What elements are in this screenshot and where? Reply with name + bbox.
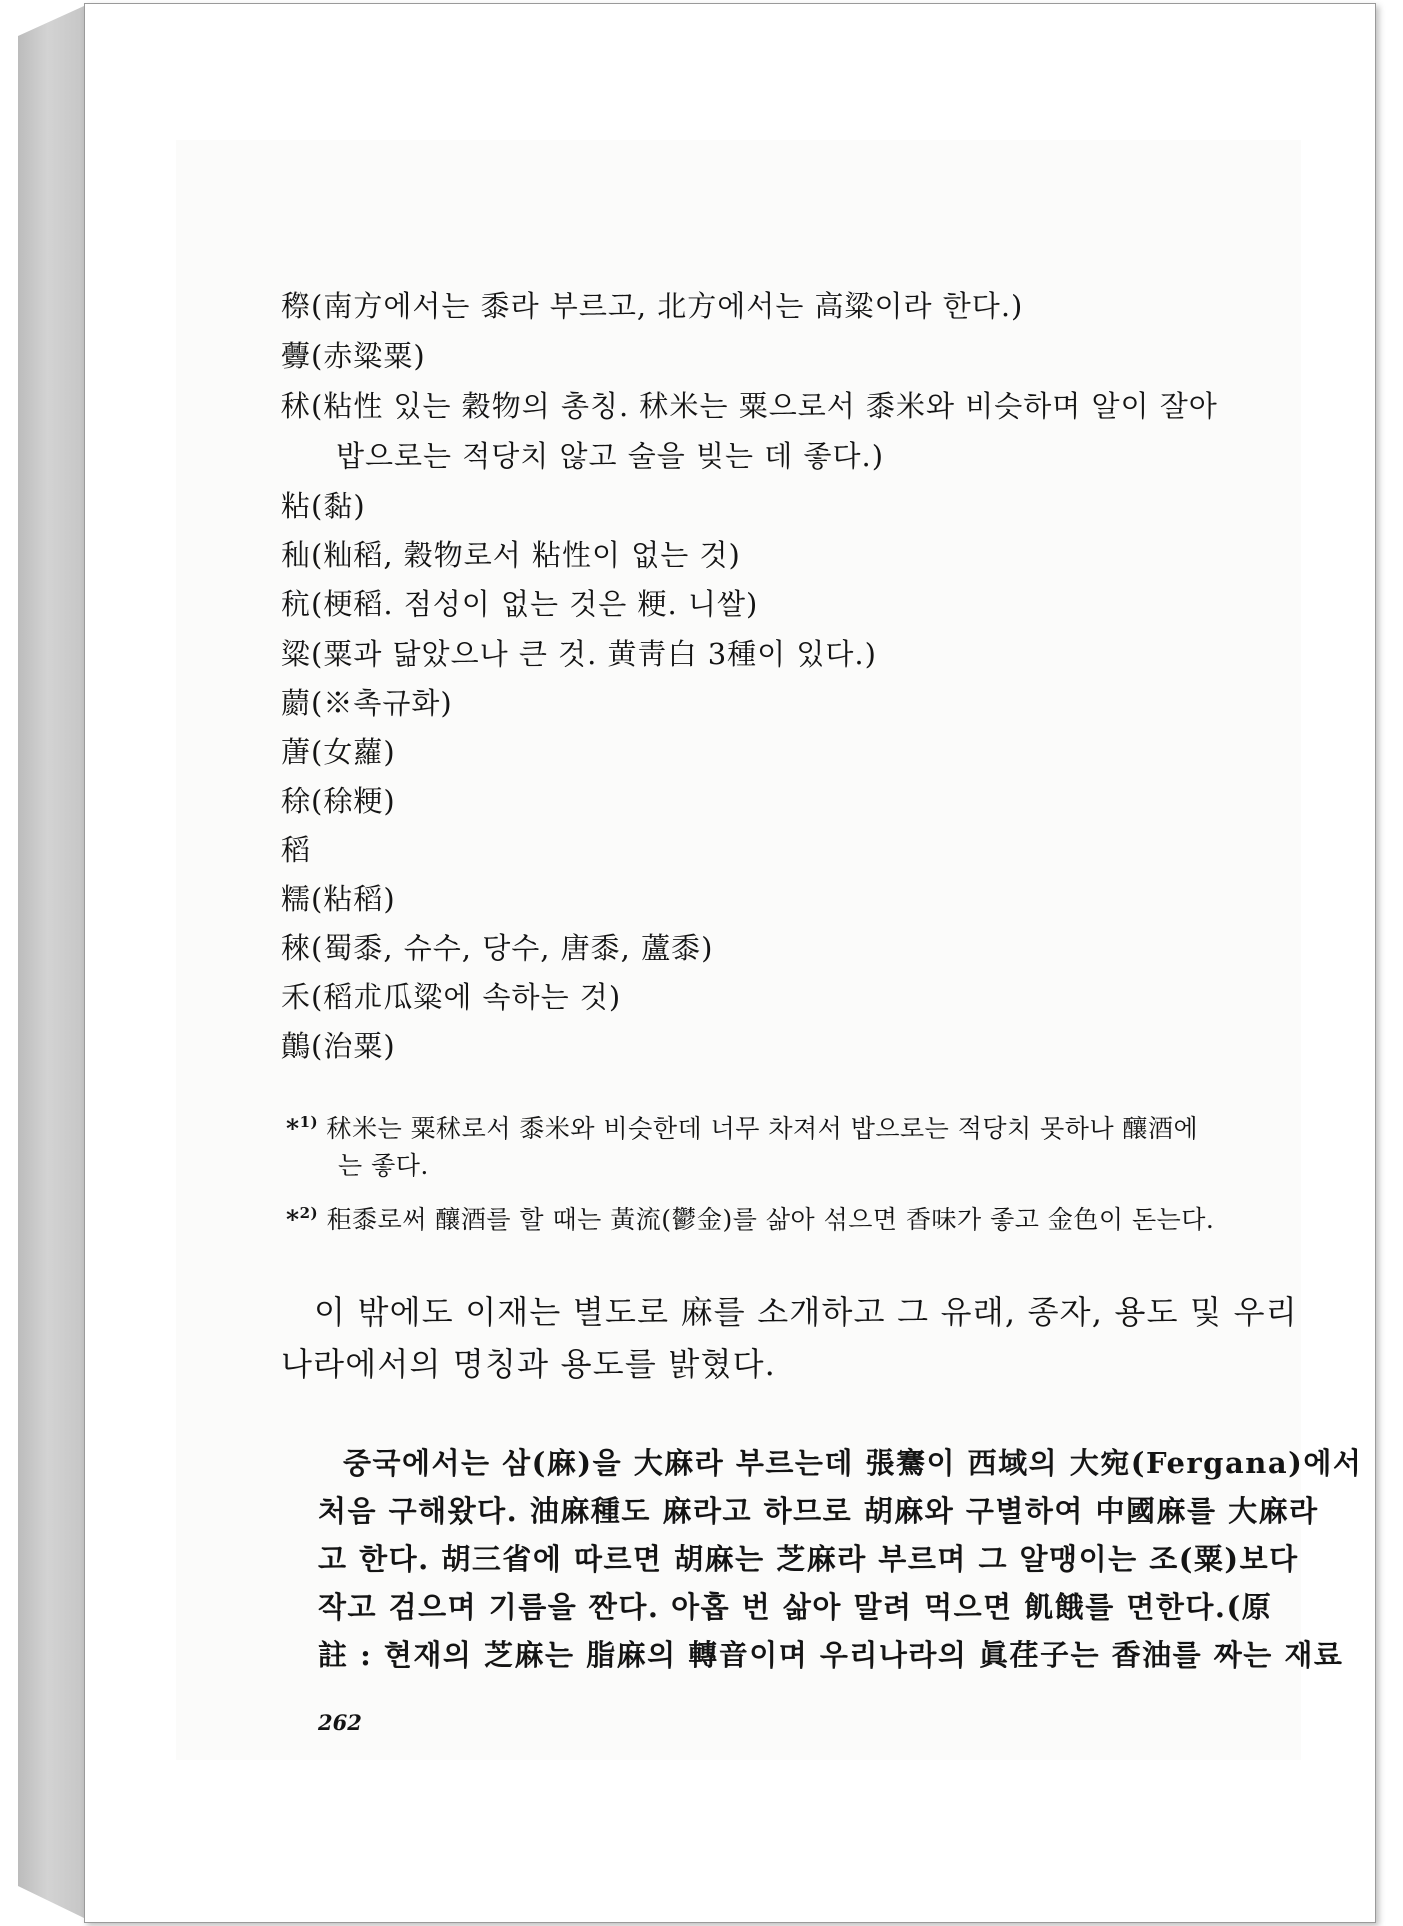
glossary-entry: 䅘(蜀黍, 슈수, 당수, 唐黍, 蘆黍) [281, 931, 714, 965]
glossary-entry: 稻 [281, 833, 312, 867]
glossary-entry: 䴅(治粟) [281, 1029, 396, 1063]
glossary-entry: 秔(梗稻. 점성이 없는 것은 粳. 니쌀) [281, 587, 759, 621]
footnote-2 [286, 1197, 1214, 1236]
footnote-text: 秫米는 粟秫로서 黍米와 비슷한데 너무 차져서 밥으로는 적당치 못하나 釀酒에 [326, 1114, 1199, 1143]
glossary-entry: 糯(粘稻) [281, 882, 396, 916]
body-paragraph-line: 이 밖에도 이재는 별도로 麻를 소개하고 그 유래, 종자, 용도 및 우리 [314, 1293, 1298, 1331]
glossary-entry: 粱(粟과 닮았으나 큰 것. 黄靑白 3種이 있다.) [281, 637, 877, 671]
footnote-marker: *$^{1)}$ [286, 1113, 319, 1143]
glossary-entry: 秫(粘性 있는 穀物의 총칭. 秫米는 粟으로서 黍米와 비슷하며 알이 잘아 [281, 389, 1218, 423]
glossary-entry-continued: 밥으로는 적당치 않고 술을 빚는 데 좋다.) [336, 439, 885, 473]
glossary-entry: 蘮(※촉규화) [281, 686, 453, 720]
quoted-paragraph-line: 중국에서는 삼(麻)을 大麻라 부르는데 張騫이 西域의 大宛(Fergana)에서 [343, 1446, 1363, 1480]
footnote-1 [286, 1106, 1198, 1145]
book-spine [18, 6, 84, 1918]
quoted-paragraph-line: 처음 구해왔다. 油麻種도 麻라고 하므로 胡麻와 구별하여 中國麻를 大麻라 [318, 1494, 1319, 1528]
glossary-entry: 虋(赤粱粟) [281, 339, 426, 373]
body-paragraph-line: 나라에서의 명칭과 용도를 밝혔다. [281, 1345, 777, 1383]
quoted-paragraph-line: 고 한다. 胡三省에 따르면 胡麻는 芝麻라 부르며 그 알맹이는 조(粟)보다 [318, 1542, 1299, 1576]
glossary-entry: 穄(南方에서는 黍라 부르고, 北方에서는 高粱이라 한다.) [281, 289, 1024, 323]
glossary-entry: 秈(籼稻, 穀物로서 粘性이 없는 것) [281, 538, 741, 572]
glossary-entry: 蓎(女蘿) [281, 735, 396, 769]
quoted-paragraph-line: 작고 검으며 기름을 짠다. 아홉 번 삶아 말려 먹으면 飢餓를 면한다.(原 [318, 1590, 1273, 1624]
footnote-1-continued: 는 좋다. [338, 1151, 429, 1180]
quoted-paragraph-line: 註 : 현재의 芝麻는 脂麻의 轉音이며 우리나라의 眞荏子는 香油를 짜는 재료 [318, 1638, 1344, 1672]
footnote-marker: *$^{2)}$ [286, 1204, 319, 1234]
glossary-entry: 粘(黏) [281, 489, 366, 523]
page-number: 262 [318, 1710, 362, 1735]
glossary-entry: 稌(稌粳) [281, 784, 396, 818]
footnote-text: 秬黍로써 釀酒를 할 때는 黃流(鬱金)를 삶아 섞으면 香味가 좋고 金色이 돈는다. [326, 1205, 1215, 1234]
glossary-entry: 禾(稻朮瓜粱에 속하는 것) [281, 980, 622, 1014]
